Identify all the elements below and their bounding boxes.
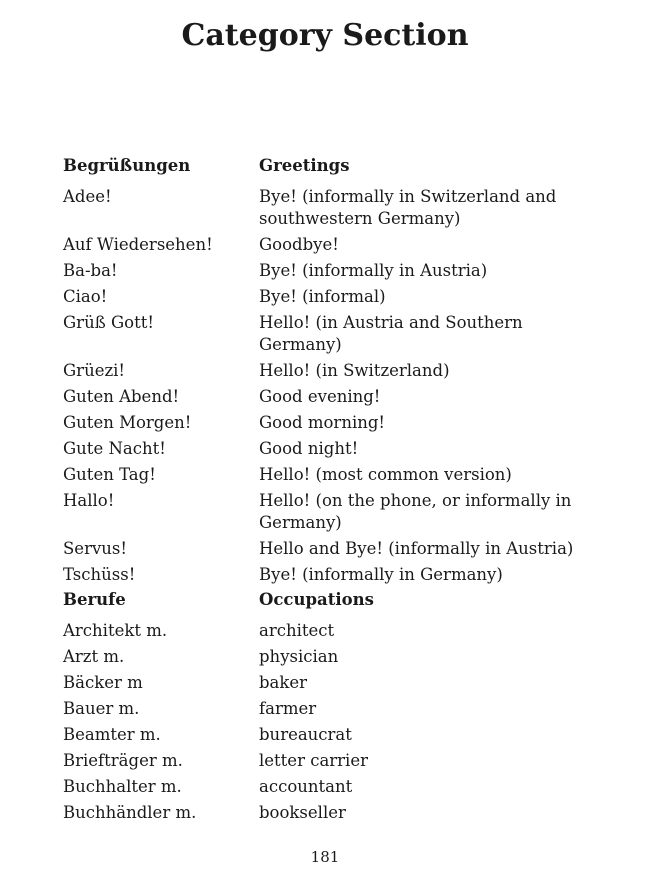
english-translation: physician (259, 647, 339, 666)
german-term: Bäcker m (63, 673, 143, 692)
english-translation: Goodbye! (259, 235, 339, 254)
english-translation: architect (259, 621, 335, 640)
vocab-row (0, 312, 650, 356)
english-translation: letter carrier (259, 751, 368, 770)
english-translation: Bye! (informally in Austria) (259, 261, 488, 280)
occupations-section (0, 589, 650, 828)
occupations-header-row (0, 589, 650, 611)
english-translation: Hello! (in Austria and Southern Germany) (259, 313, 523, 354)
english-translation: Good night! (259, 439, 359, 458)
german-term: Briefträger m. (63, 751, 183, 770)
german-term: Auf Wiedersehen! (63, 235, 213, 254)
english-translation: accountant (259, 777, 353, 796)
vocab-row (0, 672, 650, 694)
vocab-row (0, 260, 650, 282)
vocab-row (0, 286, 650, 308)
english-translation: Bye! (informal) (259, 287, 386, 306)
vocab-row (0, 802, 650, 824)
german-term: Beamter m. (63, 725, 161, 744)
vocab-row (0, 490, 650, 534)
vocab-row (0, 438, 650, 460)
german-term: Architekt m. (63, 621, 168, 640)
german-term: Servus! (63, 539, 128, 558)
german-term: Adee! (63, 187, 112, 206)
vocab-row (0, 620, 650, 642)
german-term: Grüezi! (63, 361, 126, 380)
vocab-row (0, 646, 650, 668)
vocab-row (0, 564, 650, 586)
english-translation: bookseller (259, 803, 346, 822)
german-term: Bauer m. (63, 699, 140, 718)
greetings-header-german: Begrüßungen (63, 156, 191, 175)
vocab-row (0, 698, 650, 720)
english-translation: farmer (259, 699, 317, 718)
german-term: Guten Abend! (63, 387, 180, 406)
english-translation: Hello and Bye! (informally in Austria) (259, 539, 574, 558)
vocab-row (0, 750, 650, 772)
german-term: Ba-ba! (63, 261, 118, 280)
vocab-row (0, 360, 650, 382)
greetings-header-english: Greetings (259, 156, 350, 175)
english-translation: Bye! (informally in Switzerland and southwestern Germany) (259, 187, 557, 228)
german-term: Hallo! (63, 491, 115, 510)
occupations-header-german: Berufe (63, 590, 126, 609)
greetings-section (0, 155, 650, 590)
english-translation: Hello! (most common version) (259, 465, 512, 484)
english-translation: Bye! (informally in Germany) (259, 565, 503, 584)
english-translation: baker (259, 673, 308, 692)
german-term: Gute Nacht! (63, 439, 166, 458)
occupations-header-english: Occupations (259, 590, 374, 609)
german-term: Buchhändler m. (63, 803, 197, 822)
german-term: Tschüss! (63, 565, 136, 584)
vocab-row (0, 186, 650, 230)
german-term: Ciao! (63, 287, 108, 306)
page-number: 181 (310, 848, 340, 866)
vocab-row (0, 386, 650, 408)
english-translation: Hello! (in Switzerland) (259, 361, 450, 380)
vocab-row (0, 464, 650, 486)
english-translation: bureaucrat (259, 725, 352, 744)
german-term: Buchhalter m. (63, 777, 182, 796)
english-translation: Good morning! (259, 413, 386, 432)
page-title: Category Section (181, 18, 469, 53)
vocab-row (0, 538, 650, 560)
vocab-row (0, 412, 650, 434)
german-term: Guten Morgen! (63, 413, 192, 432)
english-translation: Hello! (on the phone, or informally in Germany) (259, 491, 572, 532)
vocab-row (0, 776, 650, 798)
vocab-row (0, 724, 650, 746)
vocab-row (0, 234, 650, 256)
german-term: Guten Tag! (63, 465, 156, 484)
english-translation: Good evening! (259, 387, 381, 406)
greetings-header-row (0, 155, 650, 177)
german-term: Grüß Gott! (63, 313, 154, 332)
german-term: Arzt m. (63, 647, 125, 666)
